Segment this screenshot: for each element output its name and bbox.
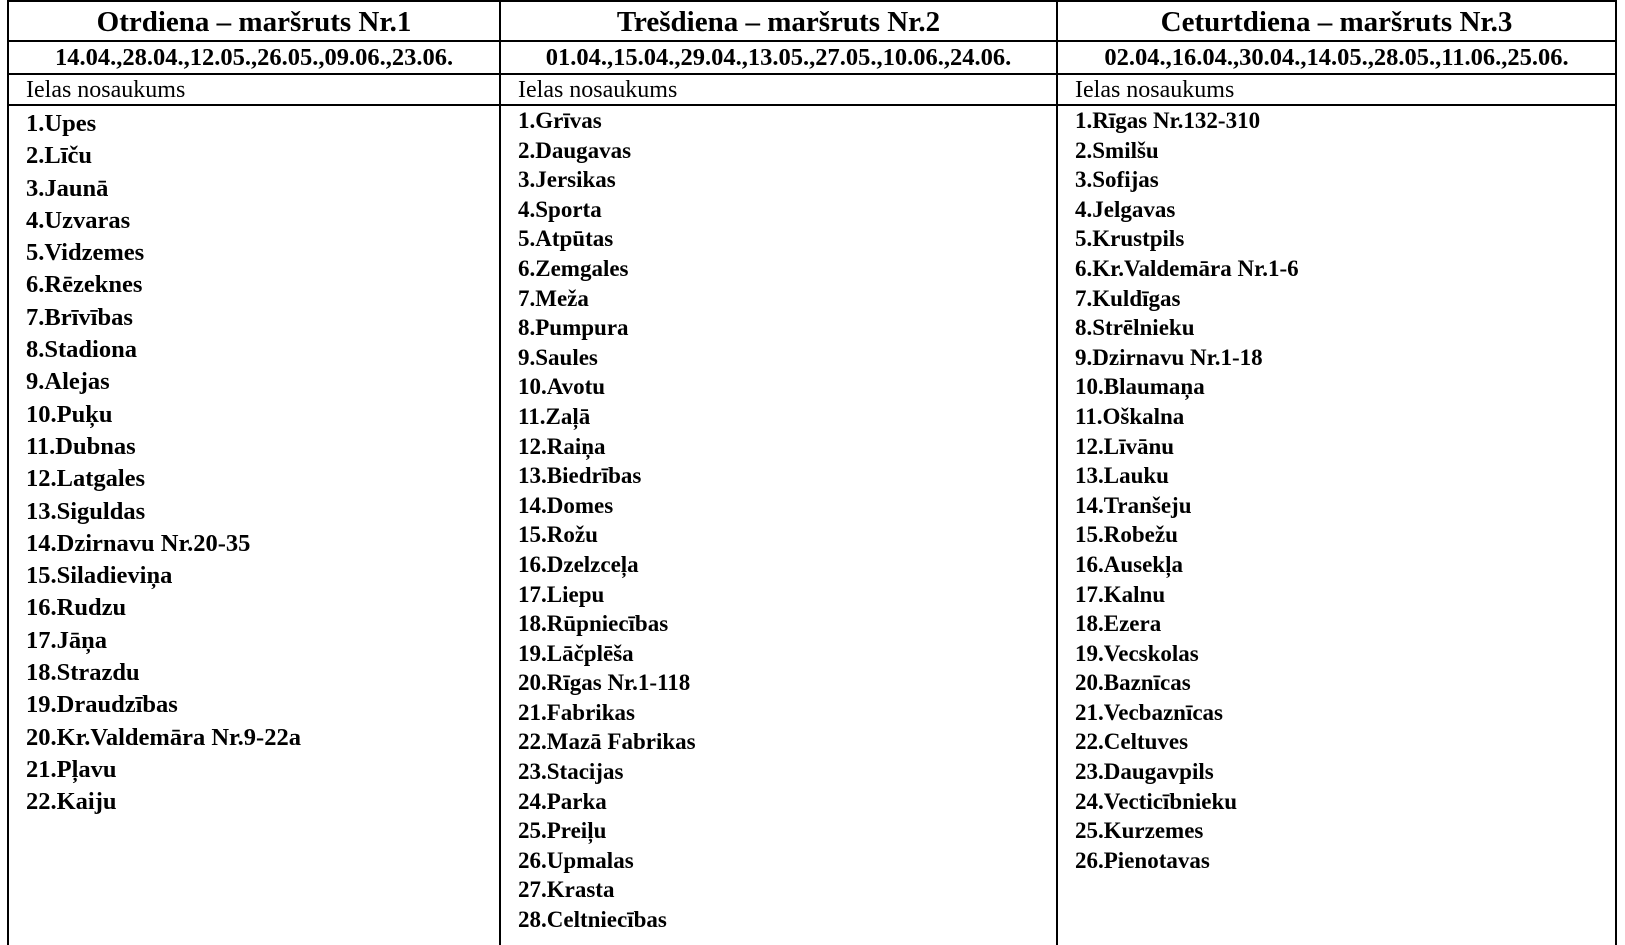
street-item: 10.Avotu	[518, 374, 606, 400]
street-item: 18.Strazdu	[26, 659, 140, 687]
street-item: 17.Liepu	[518, 581, 605, 607]
street-item: 28.Celtniecības	[518, 907, 667, 933]
street-item: 15.Robežu	[1075, 522, 1178, 548]
street-item: 12.Līvānu	[1075, 433, 1175, 459]
street-item: 11.Oškalna	[1075, 403, 1185, 429]
street-item: 23.Daugavpils	[1075, 759, 1214, 785]
street-item: 17.Jāņa	[26, 626, 108, 654]
street-item: 16.Dzelzceļa	[518, 551, 639, 577]
street-name-header: Ielas nosaukums	[501, 75, 1056, 106]
street-item: 13.Biedrības	[518, 463, 642, 489]
street-item: 9.Saules	[518, 344, 598, 370]
route-title: Ceturtdiena – maršruts Nr.3	[1058, 2, 1615, 42]
street-item: 3.Jersikas	[518, 167, 616, 193]
route-dates: 02.04.,16.04.,30.04.,14.05.,28.05.,11.06.,25.06.	[1058, 42, 1615, 75]
street-item: 11.Zaļā	[518, 403, 591, 429]
street-item: 6.Zemgales	[518, 255, 629, 281]
street-item: 21.Vecbaznīcas	[1075, 699, 1224, 725]
street-item: 18.Rūpniecības	[518, 611, 669, 637]
street-item: 1.Upes	[26, 110, 97, 137]
street-item: 19.Draudzības	[26, 691, 178, 719]
street-item: 24.Parka	[518, 788, 607, 814]
street-item: 5.Vidzemes	[26, 239, 145, 267]
street-item: 15.Siladieviņa	[26, 562, 173, 590]
street-item: 6.Kr.Valdemāra Nr.1-6	[1075, 255, 1299, 281]
street-item: 16.Rudzu	[26, 594, 127, 622]
street-item: 11.Dubnas	[26, 432, 136, 460]
street-item: 10.Blaumaņa	[1075, 374, 1205, 400]
street-name-header: Ielas nosaukums	[1058, 75, 1615, 106]
street-item: 4.Sporta	[518, 196, 602, 222]
street-item: 19.Vecskolas	[1075, 640, 1199, 666]
street-item: 23.Stacijas	[518, 759, 624, 785]
street-item: 8.Stadiona	[26, 336, 137, 364]
street-item: 5.Atpūtas	[518, 226, 614, 252]
route-dates: 14.04.,28.04.,12.05.,26.05.,09.06.,23.06.	[9, 42, 499, 75]
street-item: 22.Mazā Fabrikas	[518, 729, 696, 755]
street-item: 14.Domes	[518, 492, 614, 518]
street-item: 15.Rožu	[518, 522, 598, 548]
street-item: 2.Smilšu	[1075, 137, 1159, 163]
street-item: 18.Ezera	[1075, 611, 1162, 637]
route-column-2	[501, 2, 1058, 945]
street-item: 2.Līču	[26, 142, 93, 170]
street-item: 16.Ausekļa	[1075, 551, 1183, 577]
route-dates: 01.04.,15.04.,29.04.,13.05.,27.05.,10.06.,24.06.	[501, 42, 1056, 75]
street-item: 13.Lauku	[1075, 463, 1169, 489]
street-item: 5.Krustpils	[1075, 226, 1185, 252]
street-item: 3.Sofijas	[1075, 167, 1159, 193]
street-item: 4.Uzvaras	[26, 206, 131, 234]
street-item: 6.Rēzeknes	[26, 271, 143, 299]
street-list	[501, 106, 1056, 935]
street-name-header: Ielas nosaukums	[9, 75, 499, 106]
street-item: 12.Latgales	[26, 465, 146, 493]
street-item: 9.Alejas	[26, 368, 110, 396]
route-schedule-table	[7, 0, 1617, 945]
street-item: 19.Lāčplēša	[518, 640, 634, 666]
street-item: 8.Strēlnieku	[1075, 315, 1195, 341]
route-title: Otrdiena – maršruts Nr.1	[9, 2, 499, 42]
street-item: 7.Meža	[518, 285, 589, 311]
street-item: 21.Fabrikas	[518, 699, 635, 725]
route-column-3	[1058, 2, 1617, 945]
street-item: 8.Pumpura	[518, 315, 629, 341]
route-column-1	[9, 2, 501, 945]
street-item: 22.Celtuves	[1075, 729, 1189, 755]
street-item: 13.Siguldas	[26, 497, 146, 525]
street-item: 25.Preiļu	[518, 818, 607, 844]
street-item: 7.Kuldīgas	[1075, 285, 1181, 311]
street-item: 17.Kalnu	[1075, 581, 1166, 607]
street-item: 1.Rīgas Nr.132-310	[1075, 108, 1261, 133]
street-list	[9, 106, 499, 819]
route-title: Trešdiena – maršruts Nr.2	[501, 2, 1056, 42]
street-item: 24.Vecticībnieku	[1075, 788, 1238, 814]
street-item: 21.Pļavu	[26, 755, 117, 783]
street-item: 20.Kr.Valdemāra Nr.9-22a	[26, 723, 301, 751]
street-item: 4.Jelgavas	[1075, 196, 1176, 222]
street-item: 20.Rīgas Nr.1-118	[518, 670, 691, 696]
street-item: 14.Tranšeju	[1075, 492, 1192, 518]
street-item: 20.Baznīcas	[1075, 670, 1191, 696]
street-item: 9.Dzirnavu Nr.1-18	[1075, 344, 1263, 370]
street-item: 1.Grīvas	[518, 108, 602, 133]
street-item: 10.Puķu	[26, 400, 113, 428]
street-item: 22.Kaiju	[26, 788, 117, 816]
street-item: 26.Upmalas	[518, 847, 634, 873]
street-item: 7.Brīvības	[26, 303, 133, 331]
street-list	[1058, 106, 1615, 875]
street-item: 27.Krasta	[518, 877, 615, 903]
street-item: 14.Dzirnavu Nr.20-35	[26, 529, 251, 557]
street-item: 12.Raiņa	[518, 433, 606, 459]
street-item: 25.Kurzemes	[1075, 818, 1204, 844]
street-item: 2.Daugavas	[518, 137, 632, 163]
street-item: 26.Pienotavas	[1075, 847, 1210, 873]
street-item: 3.Jaunā	[26, 174, 109, 202]
